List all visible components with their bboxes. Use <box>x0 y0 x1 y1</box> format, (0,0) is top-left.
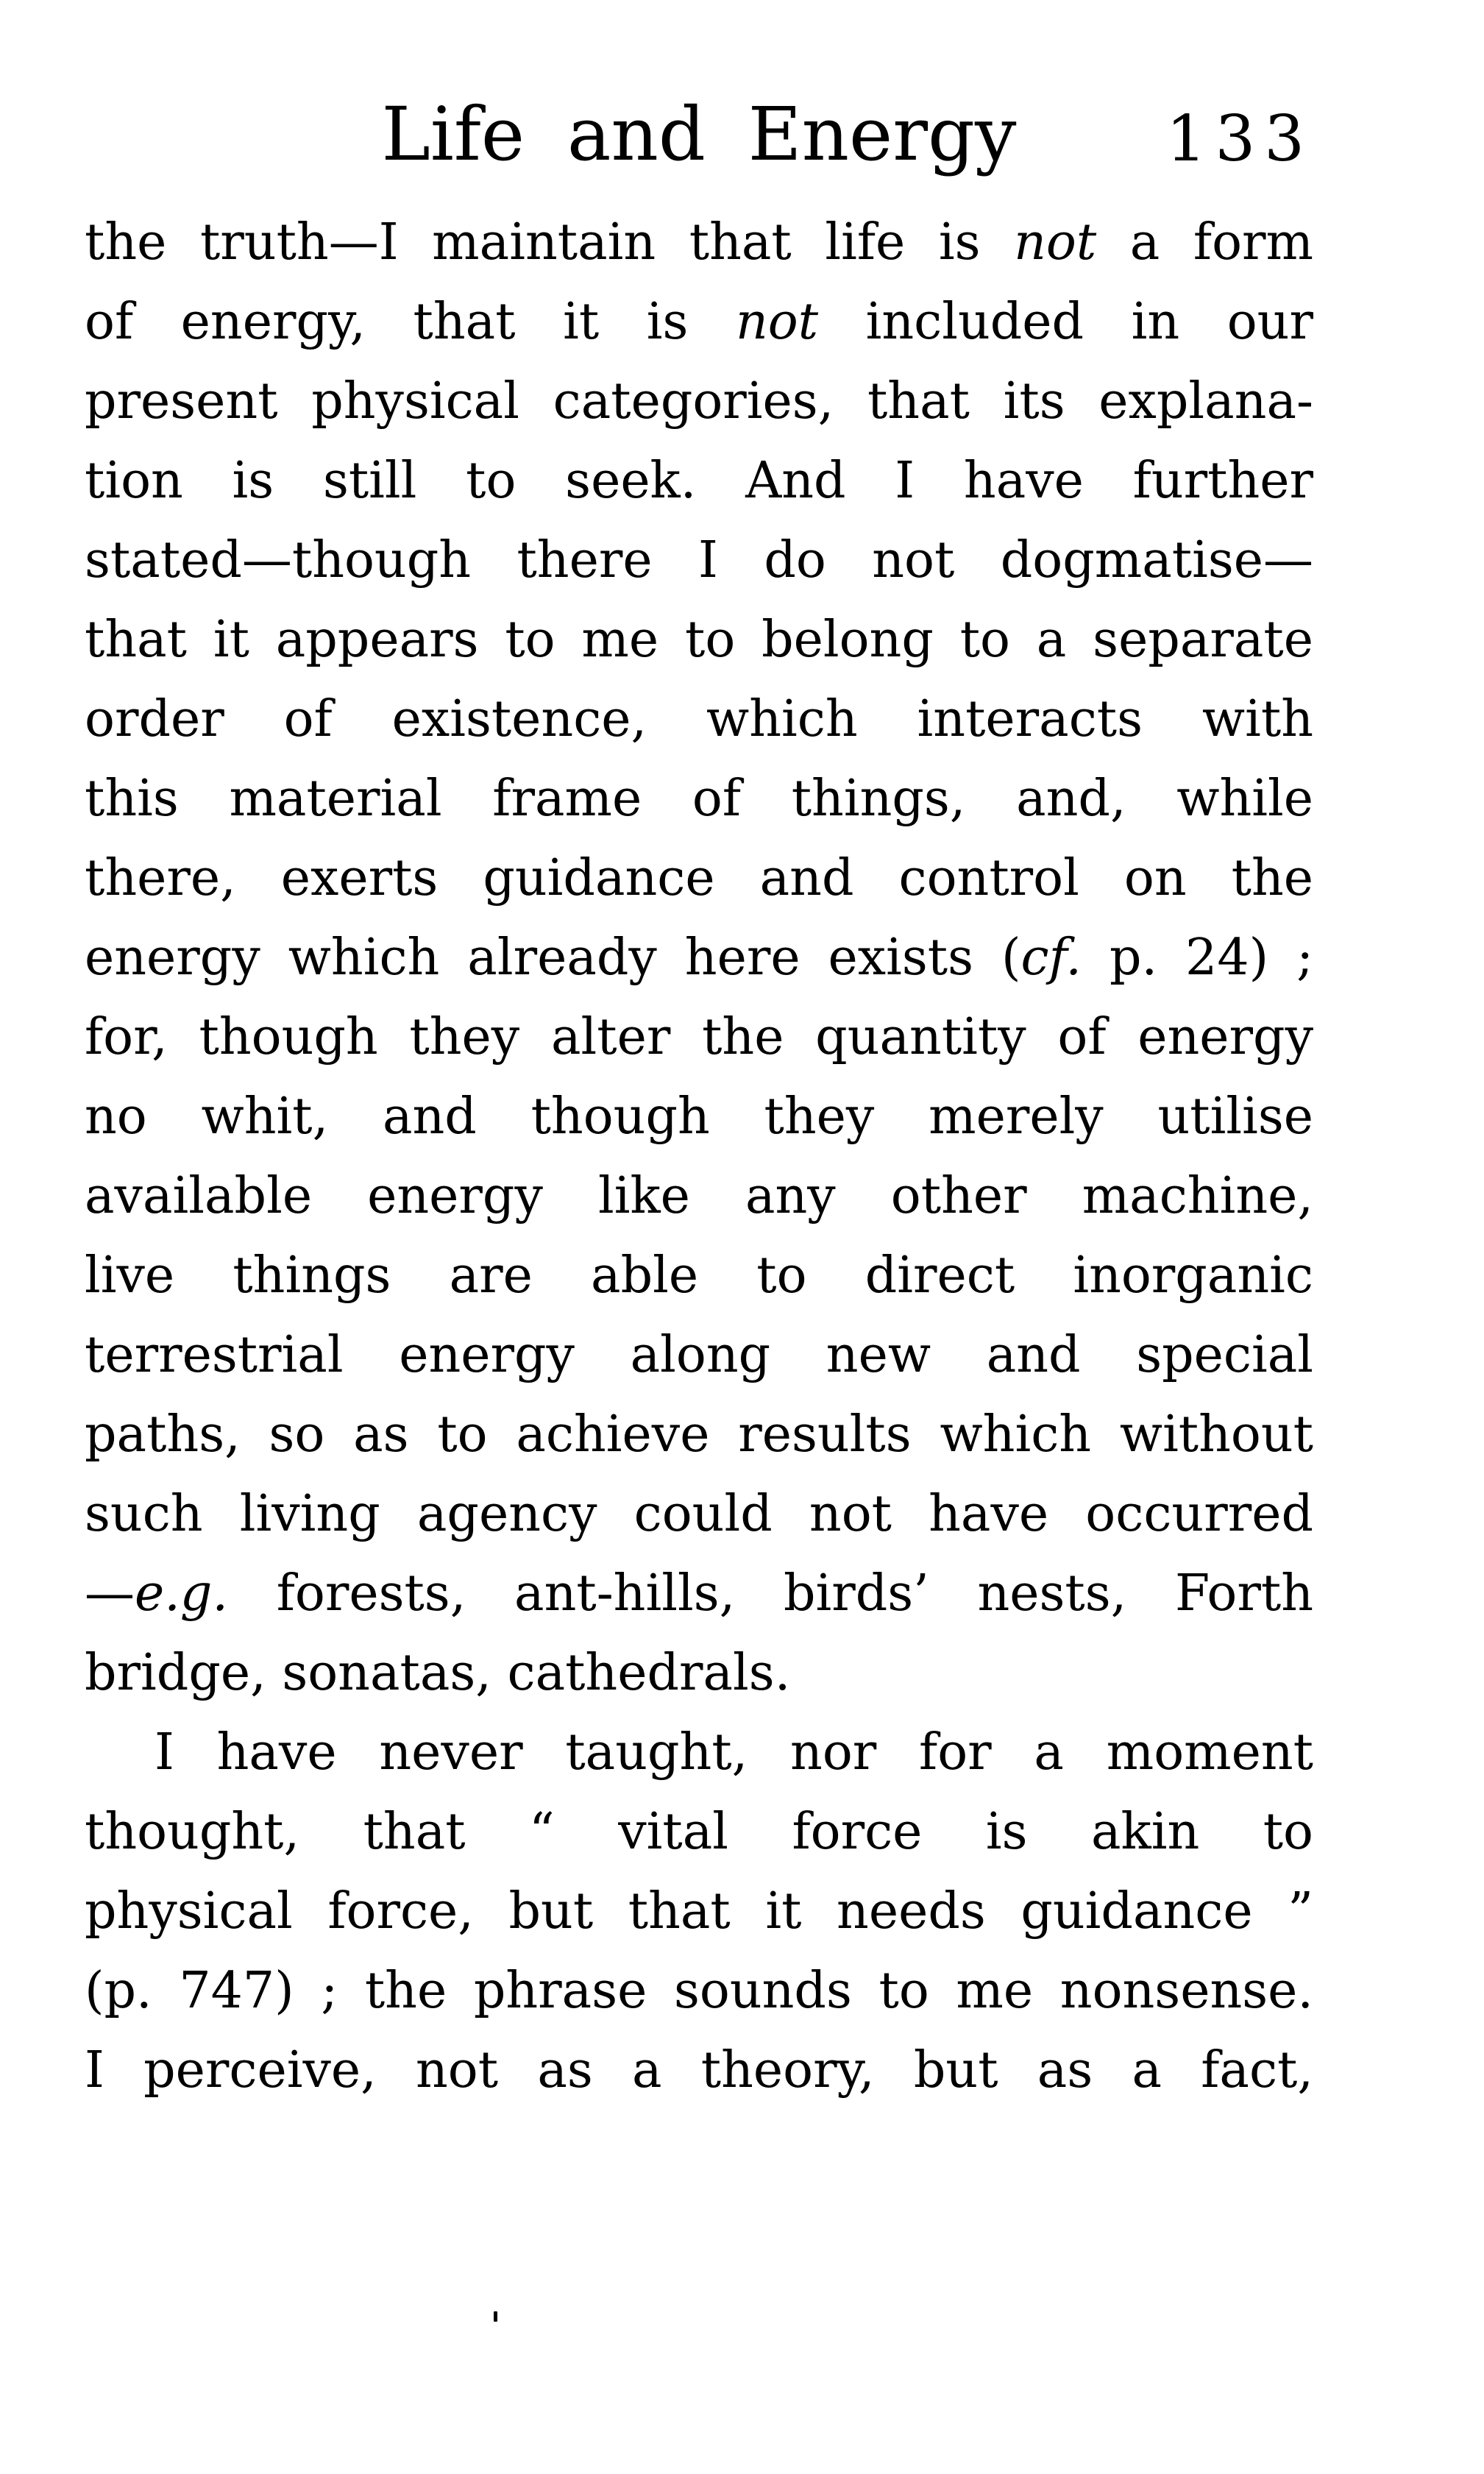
text-segment: energy which already here exists ( <box>85 929 1021 987</box>
text-segment: thought, that “ vital force is akin to <box>85 1803 1313 1861</box>
text-segment: live things are able to direct inorganic <box>85 1247 1313 1305</box>
text-line <box>85 918 1313 998</box>
text-segment: order of existence, which interacts with <box>85 690 1313 748</box>
text-segment: terrestrial energy along new and special <box>85 1326 1313 1384</box>
text-segment: such living agency could not have occurred <box>85 1485 1313 1543</box>
text-line <box>85 1872 1313 1952</box>
italic-text: cf. <box>1020 929 1082 987</box>
text-line <box>85 1157 1313 1236</box>
text-line <box>85 521 1313 600</box>
text-line <box>85 1793 1313 1872</box>
running-head-title: Life and Energy <box>381 91 1017 177</box>
text-segment: forests, ant-hills, birds’ nests, Forth <box>228 1564 1313 1623</box>
text-line <box>85 442 1313 521</box>
text-line <box>85 680 1313 759</box>
text-segment: — <box>85 1564 135 1623</box>
text-segment: this material frame of things, and, while <box>85 770 1313 828</box>
text-segment: p. 24) ; <box>1081 929 1313 987</box>
body-text <box>85 203 1313 2110</box>
text-line <box>85 203 1313 283</box>
italic-text: not <box>1014 213 1097 272</box>
text-segment: the truth—I maintain that life is <box>85 213 1015 272</box>
text-segment: available energy like any other machine, <box>85 1167 1313 1225</box>
text-line <box>85 1554 1313 1634</box>
text-line <box>85 839 1313 918</box>
text-segment: I perceive, not as a theory, but as a fact, <box>85 2041 1313 2099</box>
text-line <box>85 600 1313 680</box>
page-header <box>85 91 1313 219</box>
text-line <box>85 1713 1313 1793</box>
text-line <box>85 362 1313 442</box>
text-segment: that it appears to me to belong to a separate <box>85 611 1313 669</box>
text-line <box>85 283 1313 362</box>
text-line <box>85 1634 1313 1713</box>
text-line <box>85 2031 1313 2110</box>
text-line <box>85 998 1313 1077</box>
text-segment: no whit, and though they merely utilise <box>85 1088 1313 1146</box>
ink-speck <box>494 2311 497 2322</box>
text-line <box>85 1077 1313 1157</box>
text-line <box>85 1395 1313 1475</box>
italic-text: not <box>735 293 819 351</box>
text-segment: included in our <box>818 293 1313 351</box>
text-segment: stated—though there I do not dogmatise— <box>85 531 1313 589</box>
text-segment: bridge, sonatas, cathedrals. <box>85 1644 791 1702</box>
text-segment: there, exerts guidance and control on the <box>85 849 1313 907</box>
text-segment: for, though they alter the quantity of energy <box>85 1008 1313 1066</box>
text-segment: present physical categories, that its explana- <box>85 372 1313 430</box>
text-line <box>85 1952 1313 2031</box>
text-segment: physical force, but that it needs guidance ” <box>85 1882 1313 1940</box>
italic-text: e.g. <box>135 1564 229 1623</box>
text-segment: a form <box>1096 213 1313 272</box>
text-segment: (p. 747) ; the phrase sounds to me nonsense. <box>85 1962 1313 2020</box>
text-segment: paths, so as to achieve results which without <box>85 1406 1313 1464</box>
page-number: 133 <box>1165 102 1313 176</box>
text-segment: tion is still to seek. And I have further <box>85 452 1313 510</box>
text-line <box>85 1316 1313 1395</box>
text-segment: of energy, that it is <box>85 293 736 351</box>
text-segment: I have never taught, nor for a moment <box>155 1723 1313 1782</box>
text-line <box>85 1475 1313 1554</box>
text-line <box>85 1236 1313 1316</box>
text-line <box>85 759 1313 839</box>
